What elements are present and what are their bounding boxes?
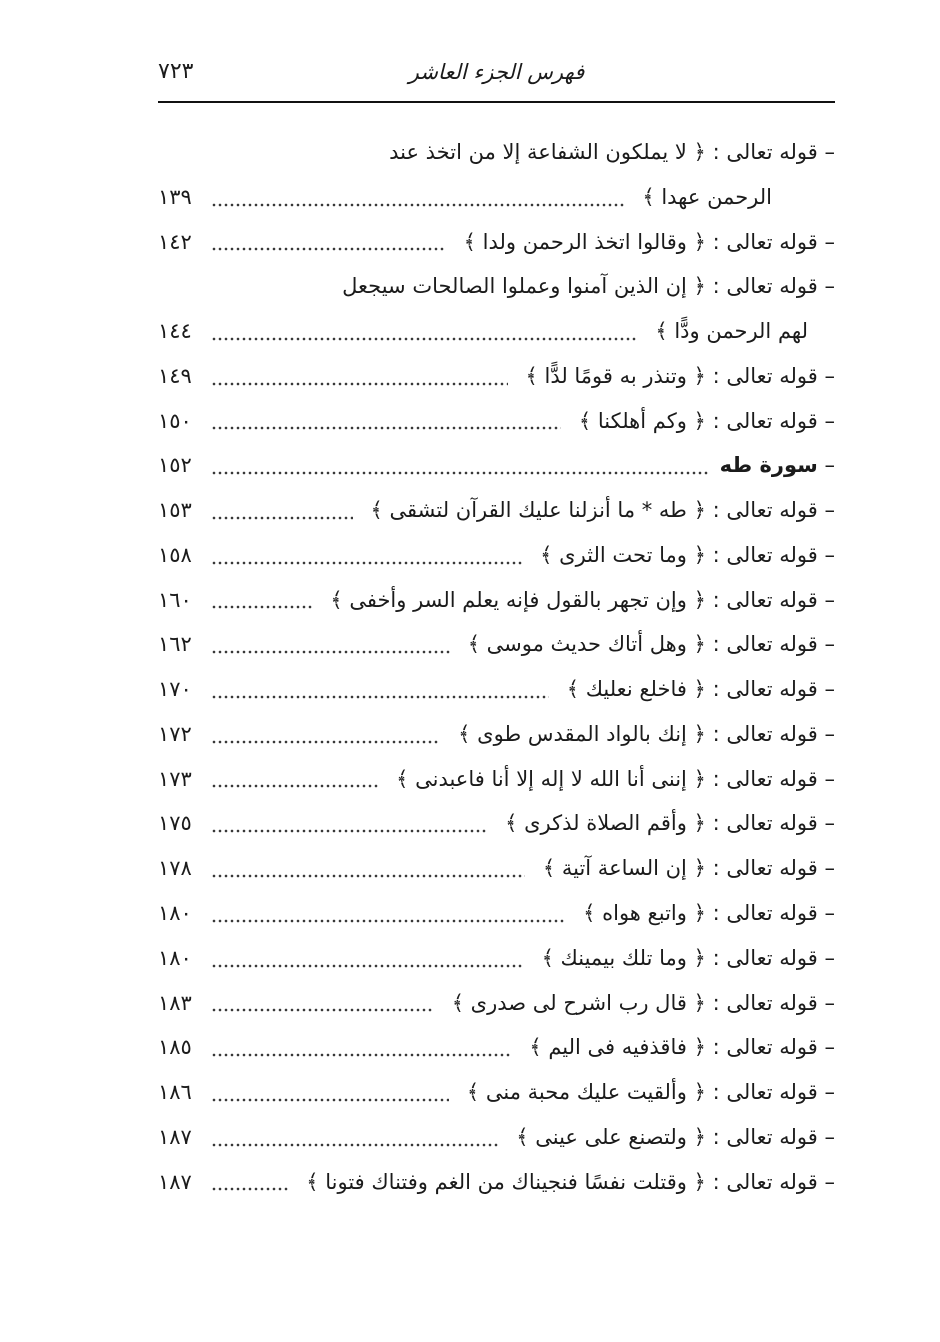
entry-intro: قوله تعالى : (712, 587, 818, 612)
dot-leader (212, 650, 450, 654)
entry-verse: ﴿ إن الذين آمنوا وعملوا الصالحات سيجعل (342, 274, 706, 299)
index-entry (158, 533, 835, 578)
entry-page-number: ١٨٧ (158, 1124, 192, 1149)
entry-intro: قوله تعالى : (712, 363, 818, 388)
entry-verse: ﴿ وألقيت عليك محبة منى ﴾ (466, 1080, 706, 1105)
dot-leader (212, 516, 353, 520)
entry-dash: – (824, 229, 835, 254)
entry-text (516, 1115, 835, 1160)
entry-verse-continuation: لهم الرحمن ودًّا ﴾ (655, 319, 808, 344)
entry-intro: قوله تعالى : (712, 990, 818, 1015)
header-page-number: ٧٢٣ (158, 59, 194, 84)
entry-page-number: ١٧٥ (158, 811, 192, 836)
entry-verse: ﴿ وما تلك بيمينك ﴾ (541, 945, 706, 970)
entry-text (458, 712, 835, 757)
entry-intro: قوله تعالى : (712, 408, 818, 433)
entry-text (583, 891, 835, 936)
entry-intro: قوله تعالى : (712, 901, 818, 926)
entry-dash: – (824, 901, 835, 926)
dot-leader (212, 561, 522, 565)
index-entry-continuation (158, 309, 835, 354)
entry-text (396, 757, 835, 802)
index-entry (158, 891, 835, 936)
entry-verse: ﴿ وما تحت الثرى ﴾ (540, 542, 706, 567)
entry-dash: – (824, 587, 835, 612)
entry-dash: – (824, 542, 835, 567)
entry-text (720, 443, 835, 488)
entry-dash: – (824, 1169, 835, 1194)
entry-verse: ﴿ فاخلع نعليك ﴾ (566, 677, 706, 702)
dot-leader (212, 740, 440, 744)
entry-dash: – (824, 408, 835, 433)
entry-text (467, 1070, 835, 1115)
dot-leader (212, 337, 637, 341)
entry-intro: قوله تعالى : (712, 856, 818, 881)
entry-dash: – (824, 1124, 835, 1149)
index-entry (158, 354, 835, 399)
entry-page-number: ١٥٨ (158, 542, 192, 567)
entry-intro: قوله تعالى : (712, 1035, 818, 1060)
dot-leader (212, 605, 312, 609)
entry-intro: قوله تعالى : (712, 229, 818, 254)
entry-verse: ﴿ وقالوا اتخذ الرحمن ولدا ﴾ (463, 229, 706, 254)
dot-leader (212, 1008, 434, 1012)
index-entry (158, 1025, 835, 1070)
entry-verse: ﴿ وأقم الصلاة لذكرى ﴾ (505, 811, 706, 836)
entry-dash: – (824, 1080, 835, 1105)
entry-intro: قوله تعالى : (712, 498, 818, 523)
entry-page-number: ١٤٤ (158, 319, 192, 344)
entry-verse: ﴿ فاقذفيه فى اليم ﴾ (529, 1035, 706, 1060)
entry-dash: – (824, 632, 835, 657)
entry-page-number: ١٨٠ (158, 945, 192, 970)
entry-intro: قوله تعالى : (712, 945, 818, 970)
index-entry (158, 936, 835, 981)
entry-page-number: ١٨٥ (158, 1035, 192, 1060)
entry-verse: ﴿ طه * ما أنزلنا عليك القرآن لتشقى ﴾ (370, 498, 706, 523)
entry-verse: ﴿ قال رب اشرح لى صدرى ﴾ (451, 990, 706, 1015)
entry-text (543, 846, 835, 891)
entry-text (567, 667, 835, 712)
dot-leader (212, 695, 549, 699)
index-entry (158, 981, 835, 1026)
index-entry (158, 846, 835, 891)
entry-text (505, 801, 835, 846)
index-entry (158, 801, 835, 846)
entry-text (542, 936, 835, 981)
dot-leader (212, 919, 565, 923)
entry-page-number: ١٨٠ (158, 901, 192, 926)
entry-text (540, 533, 835, 578)
entry-dash: – (824, 766, 835, 791)
entry-dash: – (824, 498, 835, 523)
entry-intro: قوله تعالى : (712, 274, 818, 299)
dot-leader (212, 1098, 449, 1102)
index-entry-line (158, 264, 835, 309)
entry-page-number: ١٧٨ (158, 856, 192, 881)
entry-page-number: ١٨٦ (158, 1080, 192, 1105)
entry-page-number: ١٤٢ (158, 229, 192, 254)
entry-page-number: ١٧٠ (158, 677, 192, 702)
entry-page-number: ١٨٧ (158, 1169, 192, 1194)
header-title: فهرس الجزء العاشر (408, 60, 585, 84)
index-entry (158, 667, 835, 712)
entry-intro: قوله تعالى : (712, 721, 818, 746)
entry-intro: قوله تعالى : (712, 542, 818, 567)
entry-page-number: ١٦٢ (158, 632, 192, 657)
entry-dash: – (824, 721, 835, 746)
entry-dash: – (824, 856, 835, 881)
entry-verse: ﴿ وكم أهلكنا ﴾ (578, 408, 706, 433)
entry-text (526, 354, 836, 399)
dot-leader (212, 382, 508, 386)
entry-text (330, 578, 835, 623)
entry-page-number: ١٦٠ (158, 587, 192, 612)
dot-leader (212, 874, 525, 878)
dot-leader (212, 1143, 498, 1147)
entry-intro: قوله تعالى : (712, 677, 818, 702)
index-entry (158, 712, 835, 757)
entry-text (452, 981, 835, 1026)
entry-intro: قوله تعالى : (712, 1169, 818, 1194)
entry-intro: قوله تعالى : (712, 811, 818, 836)
entry-text (371, 488, 835, 533)
index-entry (158, 622, 835, 667)
entry-dash: – (824, 811, 835, 836)
index-entry (158, 399, 835, 444)
entry-page-number: ١٥٣ (158, 498, 192, 523)
index-entry (158, 488, 835, 533)
entry-page-number: ١٤٩ (158, 363, 192, 388)
entry-verse-continuation: الرحمن عهدا ﴾ (642, 184, 772, 209)
entry-dash: – (824, 990, 835, 1015)
dot-leader (212, 964, 524, 968)
index-entry (158, 1115, 835, 1160)
dot-leader (212, 203, 624, 207)
index-entry-continuation (158, 175, 835, 220)
entry-verse: ﴿ وتنذر به قومًا لدًّا ﴾ (525, 363, 706, 388)
dot-leader (212, 784, 378, 788)
entry-dash: – (824, 140, 835, 164)
entry-verse: ﴿ واتبع هواه ﴾ (583, 901, 706, 926)
entry-page-number: ١٥٢ (158, 453, 192, 478)
entry-page-number: ١٨٣ (158, 990, 192, 1015)
entry-dash: – (824, 363, 835, 388)
dot-leader (212, 426, 561, 430)
entry-intro: قوله تعالى : (712, 766, 818, 791)
index-list (158, 130, 835, 1204)
entry-verse: ﴿ إننى أنا الله لا إله إلا أنا فاعبدنى ﴾ (396, 766, 706, 791)
entry-text (389, 130, 835, 175)
entry-dash: – (824, 945, 835, 970)
entry-text (342, 264, 835, 309)
entry-dash: – (824, 453, 835, 478)
index-entry (158, 1160, 835, 1205)
index-entry-line (158, 130, 835, 175)
entry-text (306, 1160, 835, 1205)
entry-verse: ﴿ وقتلت نفسًا فنجيناك من الغم وفتناك فتونا ﴾ (306, 1169, 706, 1194)
index-entry (158, 578, 835, 623)
entry-intro: قوله تعالى : (712, 632, 818, 657)
index-entry (158, 1070, 835, 1115)
dot-leader (212, 829, 487, 833)
entry-intro: قوله تعالى : (712, 1080, 818, 1105)
entry-verse: ﴿ ولتصنع على عينى ﴾ (516, 1124, 706, 1149)
index-entry (158, 757, 835, 802)
entry-text (464, 220, 835, 265)
dot-leader (212, 1053, 511, 1057)
entry-verse: ﴿ لا يملكون الشفاعة إلا من اتخذ عند (389, 140, 706, 164)
entry-text (529, 1025, 835, 1070)
surah-heading-entry (158, 443, 835, 488)
dot-leader (212, 471, 710, 475)
entry-page-number: ١٥٠ (158, 408, 192, 433)
entry-page-number: ١٧٢ (158, 721, 192, 746)
dot-leader (212, 1187, 288, 1191)
entry-dash: – (824, 274, 835, 299)
index-entry (158, 220, 835, 265)
entry-page-number: ١٧٣ (158, 766, 192, 791)
entry-verse: ﴿ إنك بالواد المقدس طوى ﴾ (458, 721, 706, 746)
header-rule (158, 101, 835, 103)
entry-dash: – (824, 677, 835, 702)
dot-leader (212, 247, 446, 251)
entry-verse: ﴿ إن الساعة آتية ﴾ (542, 856, 706, 881)
surah-title: سورة طه (719, 453, 818, 478)
entry-intro: قوله تعالى : (712, 140, 818, 164)
entry-text (468, 622, 835, 667)
entry-intro: قوله تعالى : (712, 1124, 818, 1149)
entry-dash: – (824, 1035, 835, 1060)
entry-verse: ﴿ وإن تجهر بالقول فإنه يعلم السر وأخفى ﴾ (330, 587, 706, 612)
entry-page-number: ١٣٩ (158, 184, 192, 209)
entry-text (579, 399, 835, 444)
entry-verse: ﴿ وهل أتاك حديث موسى ﴾ (467, 632, 706, 657)
